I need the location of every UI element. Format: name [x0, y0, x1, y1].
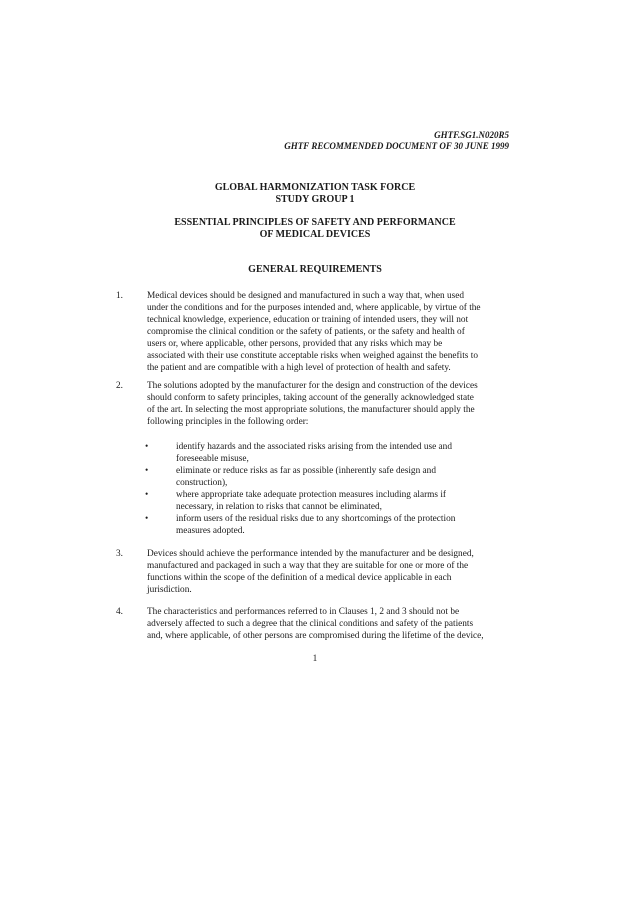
list-item — [145, 441, 490, 464]
text-line: Devices should achieve the performance intended by the manufacturer and be designed, — [147, 549, 474, 559]
paragraph-text — [147, 606, 517, 642]
text-line: manufactured and packaged in such a way that they are suitable for one or more of the — [147, 561, 469, 571]
section-heading: GENERAL REQUIREMENTS — [248, 264, 382, 275]
text-line: The solutions adopted by the manufacturer for the design and construction of the devices — [147, 381, 478, 391]
text-line: technical knowledge, experience, education or training of intended users, they will not — [147, 315, 469, 325]
text-line: measures adopted. — [176, 526, 245, 536]
org-name: GLOBAL HARMONIZATION TASK FORCE — [214, 182, 416, 193]
text-line: the patient and are compatible with a high level of protection of health and safety. — [147, 363, 451, 373]
document-title — [0, 217, 630, 241]
bullet-icon: • — [145, 466, 149, 476]
text-line: following principles in the following order: — [147, 417, 309, 427]
paragraph-text — [147, 548, 517, 596]
bullet-icon: • — [145, 514, 149, 524]
text-line: compromise the clinical condition or the safety of patients, or the safety and health of — [147, 327, 465, 337]
text-line: identify hazards and the associated risks arising from the intended use and — [176, 442, 452, 452]
text-line: inform users of the residual risks due to any shortcomings of the protection — [176, 514, 456, 524]
text-line: foreseeable misuse, — [176, 454, 249, 464]
text-line: where appropriate take adequate protection measures including alarms if — [176, 490, 447, 500]
study-group: STUDY GROUP 1 — [275, 194, 355, 205]
text-line: users or, where applicable, other persons, provided that any risks which may be — [147, 339, 443, 349]
title-line-2: OF MEDICAL DEVICES — [259, 229, 371, 240]
title-line-1: ESSENTIAL PRINCIPLES OF SAFETY AND PERFORMANCE — [174, 217, 456, 228]
document-id-header — [284, 130, 509, 152]
bullet-icon: • — [145, 490, 149, 500]
text-line: under the conditions and for the purposes intended and, where applicable, by virtue of the — [147, 303, 481, 313]
text-line: should conform to safety principles, taking account of the generally acknowledged state — [147, 393, 474, 403]
doc-subtitle: GHTF RECOMMENDED DOCUMENT OF 30 JUNE 1999 — [284, 141, 509, 151]
text-line: of the art. In selecting the most appropriate solutions, the manufacturer should apply the — [147, 405, 475, 415]
paragraph-number: 2. — [116, 381, 123, 391]
text-line: jurisdiction. — [147, 585, 192, 595]
list-item — [145, 489, 490, 512]
text-line: construction), — [176, 478, 228, 488]
list-item — [145, 465, 490, 488]
paragraph-text — [147, 290, 517, 374]
principles-bullet-list — [145, 441, 490, 537]
doc-code: GHTF.SG1.N020R5 — [434, 130, 509, 140]
text-line: functions within the scope of the definition of a medical device applicable in each — [147, 573, 452, 583]
organization-heading — [0, 182, 630, 206]
paragraph-number: 4. — [116, 607, 123, 617]
text-line: The characteristics and performances referred to in Clauses 1, 2 and 3 should not be — [147, 607, 460, 617]
text-line: adversely affected to such a degree that the clinical conditions and safety of the patients — [147, 619, 474, 629]
bullet-icon: • — [145, 442, 149, 452]
text-line: associated with their use constitute acceptable risks when weighed against the benefits to — [147, 351, 478, 361]
text-line: necessary, in relation to risks that cannot be eliminated, — [176, 502, 382, 512]
text-line: Medical devices should be designed and manufactured in such a way that, when used — [147, 291, 465, 301]
paragraph-number: 3. — [116, 549, 123, 559]
paragraph-number: 1. — [116, 291, 123, 301]
page-number: 1 — [312, 654, 318, 664]
text-line: and, where applicable, of other persons are compromised during the lifetime of the device, — [147, 631, 484, 641]
list-item — [145, 513, 490, 536]
paragraph-text — [147, 380, 517, 428]
text-line: eliminate or reduce risks as far as possible (inherently safe design and — [176, 466, 436, 476]
